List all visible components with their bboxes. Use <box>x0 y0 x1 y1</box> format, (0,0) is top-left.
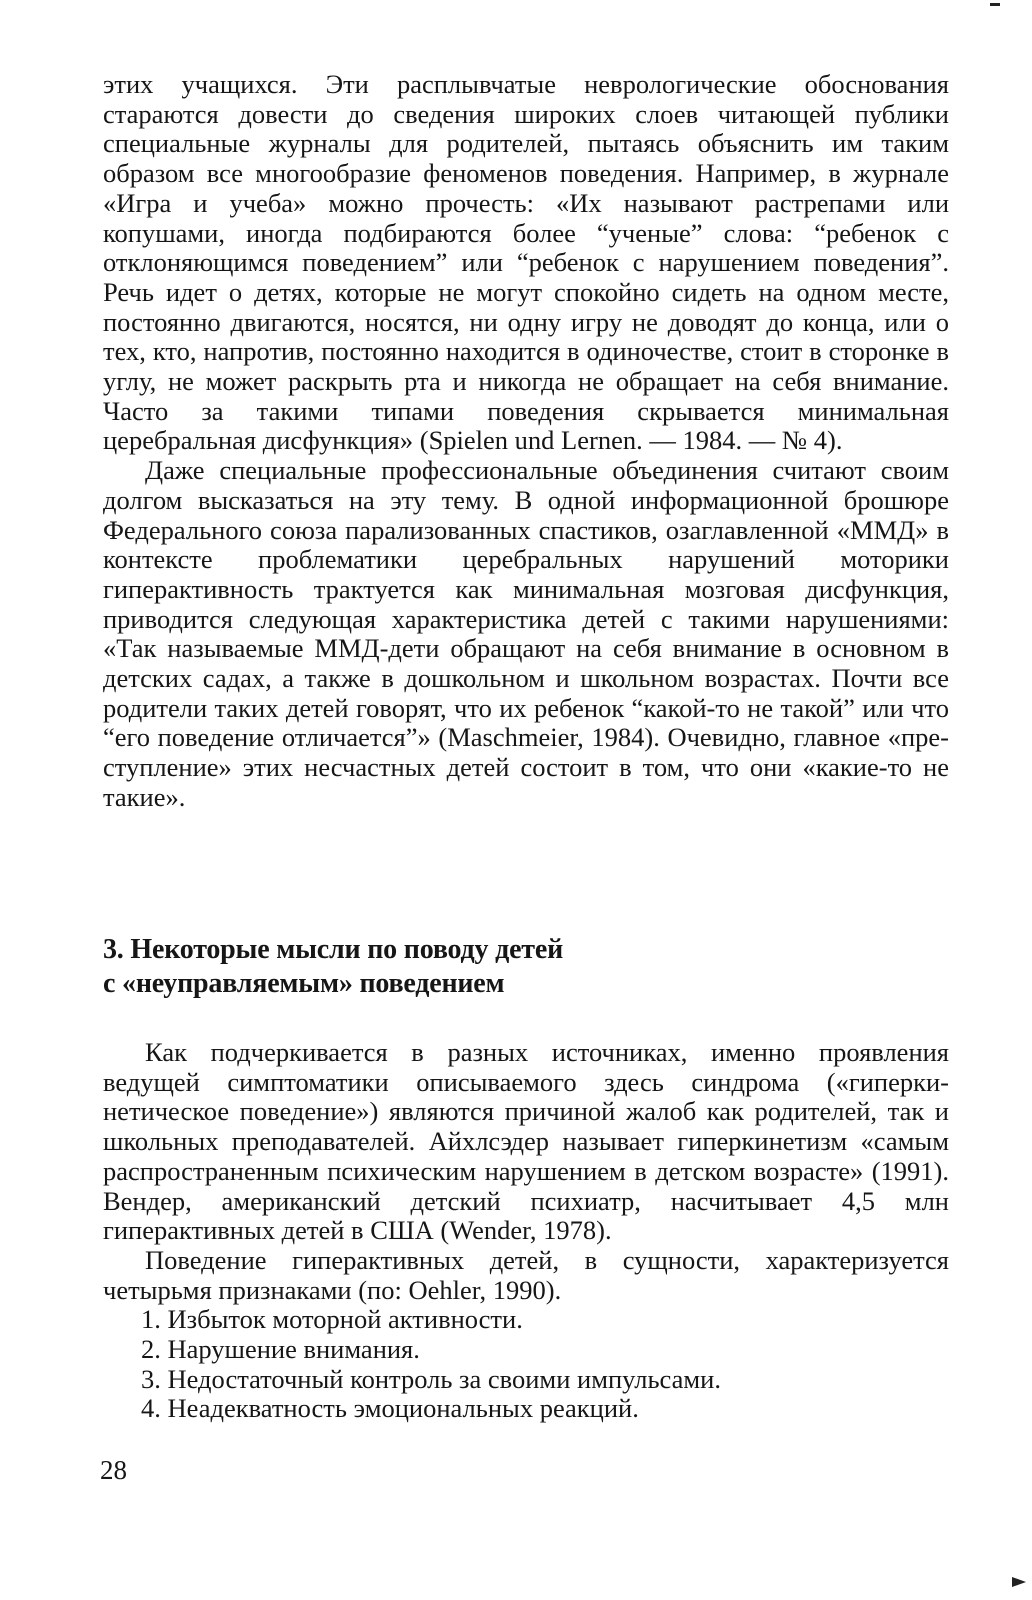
paragraph-symptoms: Как подчеркивается в разных источниках, именно проявления ведущей симптоматики описываемого здесь синдрома («гиперкинетическое поведение») являются причиной жалоб как родителей, так и школьных преподавателей. Айхлсэдер называет гиперкинетизм «самым распространенным психическим нарушением в детском возрасте» (1991). Вендер, американский детский психиатр, насчитывает 4,5 млн гиперактивных детей в США (Wender, 1978). <box>103 1037 949 1246</box>
section-heading-line-1: 3. Некоторые мысли по поводу детей <box>103 934 564 965</box>
list-item: 2. Нарушение внимания. <box>141 1334 420 1365</box>
paragraph-four-signs: Поведение гиперактивных детей, в сущности, характеризуется четырьмя признаками (по: Oehler, 1990). <box>103 1244 949 1305</box>
scan-artifact-arrow <box>1012 1577 1026 1587</box>
section-heading <box>103 933 949 1001</box>
list-item: 3. Недостаточный контроль за своими импульсами. <box>141 1363 721 1394</box>
paragraph-professional-associations: Даже специальные профессиональные объединения считают своим долгом высказаться на эту тему. В одной информационной брошюре Федерального союза парализованных спастиков, озаглавленной «ММД» в контексте проблематики церебральных нарушений моторики гиперактивность трактуется как минимальная мозговая дисфункция, приводится следующая характеристика детей с такими нарушениями: «Так называемые ММД-дети обращают на себя внимание в основном в детских садах, а также в дошкольном и школьном возрастах. Почти все родители таких детей говорят, что их ребенок “какой-то не такой” или что “его поведение отличается”» (Maschmeier, 1984). Очевидно, главное «преступление» этих несчастных детей состоит в том, что они «какие-то не такие». <box>103 455 949 812</box>
body-text-section <box>103 1038 949 1424</box>
paragraph-continuation: этих учащихся. Эти расплывчатые неврологические обоснования стараются довести до сведения широких слоев читающей публики специальные журналы для родителей, пытаясь объяснить им таким образом все многообразие феноменов поведения. Например, в журнале «Игра и учеба» можно прочесть: «Их называют растрепами или копушами, иногда подбираются более “ученые” слова: “ребенок с отклоняющимся поведением” или “ребенок с нарушением поведения”. Речь идет о детях, которые не могут спокойно сидеть на одном месте, постоянно двигаются, носятся, ни одну игру не доводят до конца, или о тех, кто, напротив, постоянно находится в одиночестве, стоит в сторонке в углу, не может раскрыть рта и никогда не обращает на себя внимание. Часто за такими типами поведения скрывается минимальная церебральная дисфункция» (Spielen und Lernen. — 1984. — № 4). <box>103 69 949 456</box>
list-item: 1. Избыток моторной активности. <box>141 1304 523 1335</box>
section-heading-line-2: с «неуправляемым» поведением <box>103 968 505 999</box>
body-text-top <box>103 70 949 813</box>
signs-list <box>103 1305 949 1424</box>
page-number: 28 <box>100 1455 127 1485</box>
scan-artifact-mark <box>990 3 1000 6</box>
list-item: 4. Неадекватность эмоциональных реакций. <box>141 1393 639 1424</box>
